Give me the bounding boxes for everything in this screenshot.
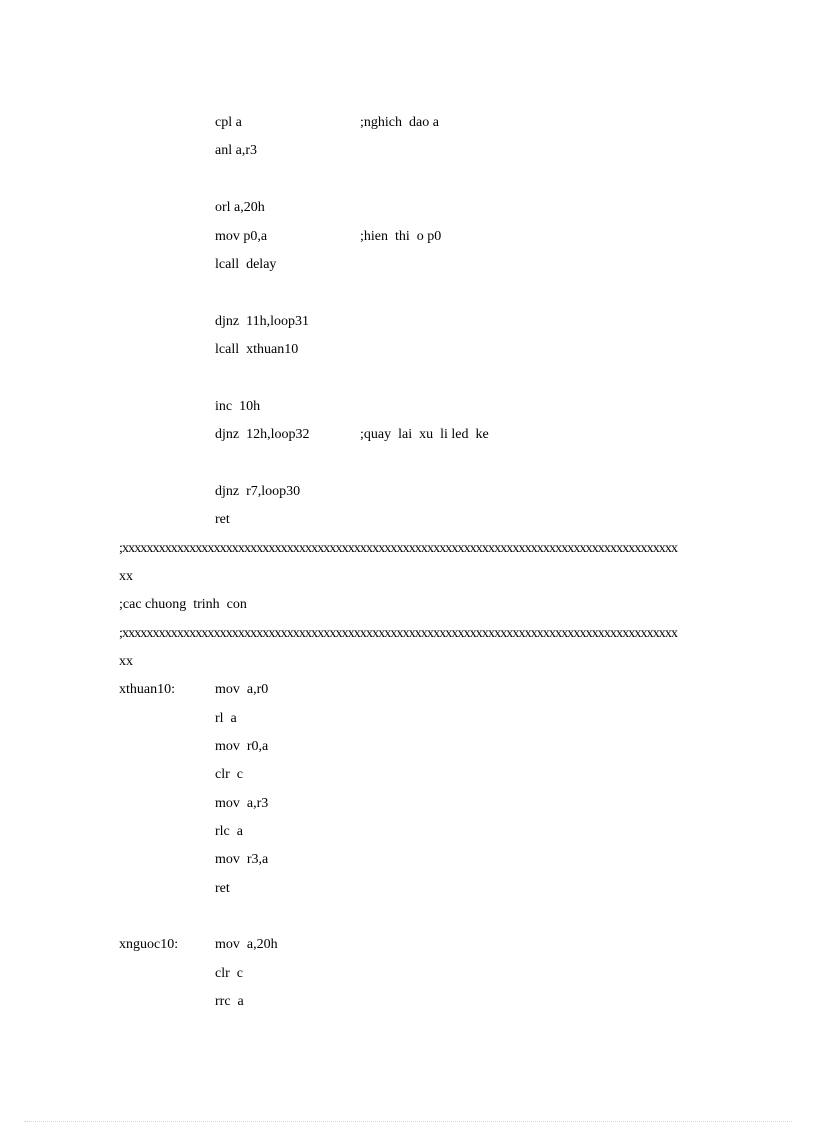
separator-line: ;xxxxxxxxxxxxxxxxxxxxxxxxxxxxxxxxxxxxxxxxxxxxxxxxxxxxxxxxxxxxxxxxxxxxxxxxxxxxxxxxxxxxxxxxxxx (119, 626, 678, 641)
code-line: ret (215, 512, 230, 527)
code-line: lcall delay (215, 257, 277, 272)
code-line: rrc a (215, 994, 244, 1009)
section-comment: ;cac chuong trinh con (119, 597, 247, 612)
code-line: ret (215, 881, 230, 896)
code-line: mov p0,a (215, 229, 268, 244)
page-bottom-divider (24, 1121, 792, 1122)
code-line: mov r3,a (215, 852, 269, 867)
code-comment: ;nghich dao a (360, 115, 439, 130)
separator-tail: xx (119, 569, 133, 584)
separator-line: ;xxxxxxxxxxxxxxxxxxxxxxxxxxxxxxxxxxxxxxxxxxxxxxxxxxxxxxxxxxxxxxxxxxxxxxxxxxxxxxxxxxxxxxxxxxx (119, 541, 678, 556)
code-line: inc 10h (215, 399, 261, 414)
code-line: orl a,20h (215, 200, 265, 215)
code-line: anl a,r3 (215, 143, 257, 158)
code-line: cpl a (215, 115, 242, 130)
code-line: clr c (215, 767, 243, 782)
code-label: xthuan10: (119, 682, 175, 697)
code-line: lcall xthuan10 (215, 342, 299, 357)
code-line: mov a,r3 (215, 796, 269, 811)
code-comment: ;hien thi o p0 (360, 229, 442, 244)
code-line: rlc a (215, 824, 243, 839)
code-comment: ;quay lai xu li led ke (360, 427, 489, 442)
code-line: djnz 11h,loop31 (215, 314, 309, 329)
code-line: mov a,20h (215, 937, 278, 952)
code-line: djnz r7,loop30 (215, 484, 301, 499)
separator-tail: xx (119, 654, 133, 669)
code-label: xnguoc10: (119, 937, 179, 952)
code-line: djnz 12h,loop32 (215, 427, 310, 442)
code-line: rl a (215, 711, 237, 726)
code-line: mov r0,a (215, 739, 269, 754)
code-line: clr c (215, 966, 243, 981)
code-line: mov a,r0 (215, 682, 269, 697)
